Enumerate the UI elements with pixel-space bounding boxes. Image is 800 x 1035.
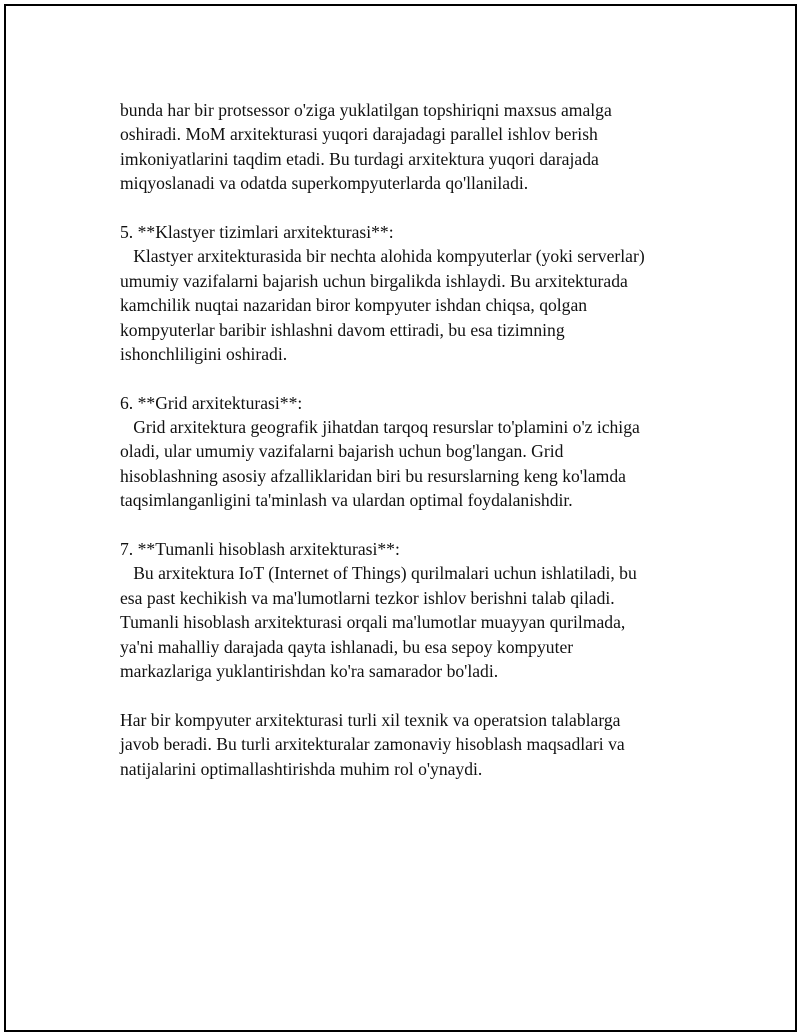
paragraph-gap (120, 366, 720, 390)
section-heading: 5. **Klastyer tizimlari arxitekturasi**: (120, 221, 394, 242)
text-line: miqyoslanadi va odatda superkompyuterlarda qo'llaniladi. (120, 173, 529, 194)
text-line: umumiy vazifalarni bajarish uchun birgalikda ishlaydi. Bu arxitekturada (120, 270, 628, 291)
text-line: Bu arxitektura IoT (Internet of Things) qurilmalari uchun ishlatiladi, bu (120, 563, 637, 584)
text-line: oladi, ular umumiy vazifalarni bajarish uchun bog'langan. Grid (120, 441, 564, 462)
text-line: kamchilik nuqtai nazaridan biror kompyuter ishdan chiqsa, qolgan (120, 295, 588, 316)
text-line: ya'ni mahalliy darajada qayta ishlanadi, bu esa sepoy kompyuter (120, 636, 574, 657)
section-6-grid (120, 391, 720, 513)
text-line: Har bir kompyuter arxitekturasi turli xil texnik va operatsion talablarga (120, 709, 621, 730)
text-line: Klastyer arxitekturasida bir nechta alohida kompyuterlar (yoki serverlar) (120, 246, 645, 267)
section-7-tumanli (120, 537, 720, 683)
section-heading: 6. **Grid arxitekturasi**: (120, 392, 303, 413)
text-line: hisoblashning asosiy afzalliklaridan biri bu resurslarning keng ko'lamda (120, 465, 626, 486)
paragraph-gap (120, 683, 720, 707)
text-line: bunda har bir protsessor o'ziga yuklatilgan topshiriqni maxsus amalga (120, 100, 612, 120)
paragraph-intro-continuation (120, 98, 720, 196)
document-page (4, 4, 797, 1032)
paragraph-gap (120, 196, 720, 220)
text-line: natijalarini optimallashtirishda muhim rol o'ynaydi. (120, 758, 483, 779)
document-body (120, 98, 720, 781)
text-line: Grid arxitektura geografik jihatdan tarqoq resurslar to'plamini o'z ichiga (120, 417, 640, 438)
text-line: oshiradi. MoM arxitekturasi yuqori darajadagi parallel ishlov berish (120, 124, 598, 145)
section-5-klastyer (120, 220, 720, 366)
section-heading: 7. **Tumanli hisoblash arxitekturasi**: (120, 539, 400, 560)
text-line: imkoniyatlarini taqdim etadi. Bu turdagi arxitektura yuqori darajada (120, 148, 599, 169)
text-line: javob beradi. Bu turli arxitekturalar zamonaviy hisoblash maqsadlari va (120, 734, 625, 755)
paragraph-gap (120, 513, 720, 537)
text-line: Tumanli hisoblash arxitekturasi orqali ma'lumotlar muayyan qurilmada, (120, 612, 626, 633)
text-line: taqsimlanganligini ta'minlash va ulardan optimal foydalanishdir. (120, 490, 573, 511)
text-line: esa past kechikish va ma'lumotlarni tezkor ishlov berishni talab qiladi. (120, 587, 615, 608)
text-line: kompyuterlar baribir ishlashni davom ettiradi, bu esa tizimning (120, 319, 565, 340)
text-line: markazlariga yuklantirishdan ko'ra samarador bo'ladi. (120, 660, 499, 681)
paragraph-conclusion (120, 708, 720, 781)
text-line: ishonchliligini oshiradi. (120, 343, 288, 364)
